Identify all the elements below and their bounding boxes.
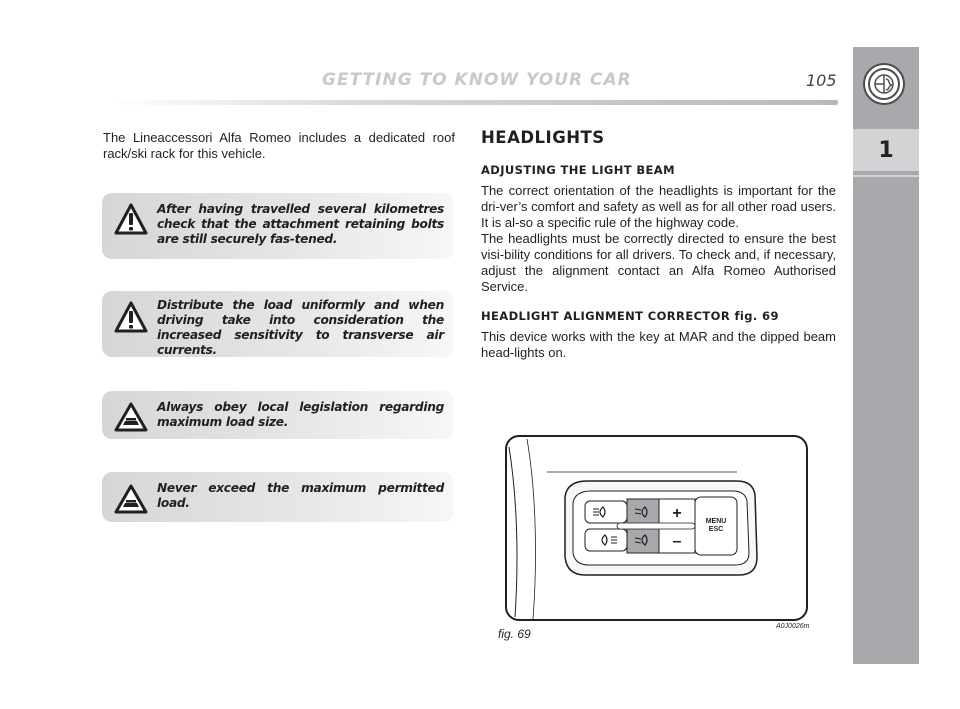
warning-box-4 — [102, 472, 454, 522]
warning-box-2 — [102, 291, 454, 357]
intro-paragraph: The Lineaccessori Alfa Romeo includes a dedicated roof rack/ski rack for this vehicle. — [103, 130, 455, 161]
warning-triangle-icon — [114, 203, 148, 235]
overload-warning-icon — [114, 484, 148, 514]
figure-caption: fig. 69 — [498, 627, 531, 641]
minus-label: – — [672, 533, 682, 550]
figure-headlight-control-panel — [505, 435, 808, 621]
warning-text-3: Always obey local legislation regarding maximum load size. — [157, 400, 444, 429]
overload-warning-icon — [114, 402, 148, 432]
warning-text-1: After having travelled several kilometres check that the attachment retaining bolts are still securely fas-tened. — [157, 202, 444, 246]
warning-text-4: Never exceed the maximum permitted load. — [157, 481, 444, 510]
chapter-divider — [853, 175, 919, 177]
subsection-title-2: HEADLIGHT ALIGNMENT CORRECTOR fig. 69 — [481, 309, 779, 323]
menu-label: MENU — [705, 518, 727, 525]
warning-text-2: Distribute the load uniformly and when driving take into consideration the increased sensitivity to transverse air currents. — [157, 298, 444, 357]
page-number: 105 — [806, 71, 837, 90]
running-header-title: GETTING TO KNOW YOUR CAR — [322, 70, 632, 90]
body-paragraph: This device works with the key at MAR and the dipped beam head-lights on. — [481, 329, 836, 360]
headlight-control-illustration — [507, 437, 806, 619]
subsection-title-1: ADJUSTING THE LIGHT BEAM — [481, 163, 675, 177]
plus-label: + — [672, 505, 682, 522]
esc-label: ESC — [708, 526, 724, 533]
chapter-number: 1 — [853, 129, 919, 171]
warning-box-1 — [102, 193, 454, 259]
warning-box-3 — [102, 391, 454, 439]
section-title: HEADLIGHTS — [481, 128, 605, 147]
alfa-romeo-logo-icon — [863, 63, 905, 105]
warning-triangle-icon — [114, 301, 148, 333]
figure-code: A0J0026m — [776, 623, 810, 630]
body-paragraph: The correct orientation of the headlights is important for the dri-ver’s comfort and safety as well as for all other road users. It is al-so a specific rule of the highway code. — [481, 183, 836, 230]
body-paragraph: The headlights must be correctly directed to ensure the best visi-bility conditions for all drivers. To check and, if necessary, adjust the alignment contact an Alfa Romeo Authorised Service. — [481, 231, 836, 294]
headlights-section — [481, 128, 836, 361]
header-rule — [110, 100, 838, 105]
